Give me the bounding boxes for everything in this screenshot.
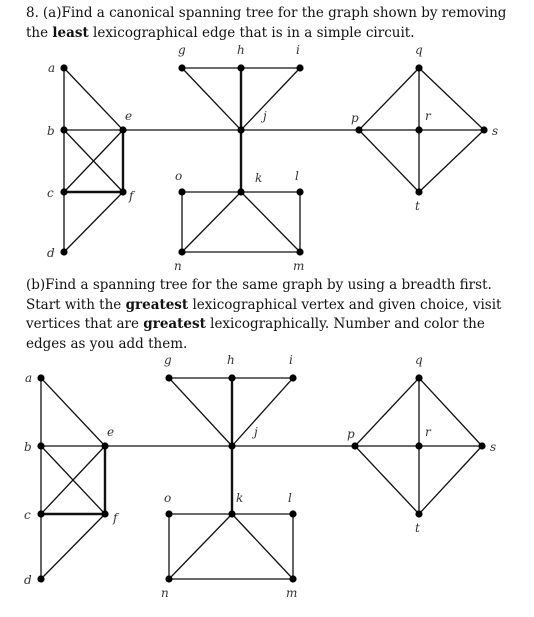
part-a-text: (a)Find a canonical spanning tree for the graph shown by removing the [26, 5, 507, 41]
vertex-e [119, 126, 126, 133]
vertex-c [60, 188, 67, 195]
vertex-label-e: e [125, 109, 133, 123]
vertex-label-o: o [175, 169, 183, 183]
vertex-label-c: c [47, 186, 54, 200]
vertex-label-k: k [255, 171, 263, 185]
vertex-label-i: i [296, 43, 300, 57]
vertex-label-n: n [161, 586, 169, 600]
vertex-i [289, 374, 296, 381]
vertex-k [237, 188, 244, 195]
vertex-label-k: k [236, 491, 244, 505]
vertex-label-m: m [293, 259, 305, 273]
edge-p-t [359, 130, 419, 192]
vertex-label-r: r [425, 109, 431, 123]
vertices [24, 353, 496, 600]
question-part-a [26, 4, 521, 43]
part-b-bold-greatest-1: greatest [125, 296, 189, 313]
vertex-label-b: b [47, 124, 55, 138]
vertex-label-h: h [227, 353, 235, 367]
edge-p-q [359, 68, 419, 130]
vertex-f [119, 188, 126, 195]
vertex-o [165, 510, 172, 517]
vertex-label-b: b [24, 440, 32, 454]
vertex-c [37, 510, 44, 517]
vertex-label-g: g [178, 43, 186, 57]
vertex-label-g: g [164, 353, 172, 367]
edge-k-n [182, 192, 241, 252]
vertex-k [228, 510, 235, 517]
vertex-label-a: a [48, 61, 56, 75]
problem-number: 8. [26, 5, 39, 21]
vertex-g [165, 374, 172, 381]
edge-g-j [182, 68, 241, 130]
vertex-e [101, 442, 108, 449]
edge-k-m [232, 514, 293, 579]
vertex-g [178, 64, 185, 71]
vertex-o [178, 188, 185, 195]
vertex-label-h: h [237, 43, 245, 57]
vertex-p [351, 442, 358, 449]
edge-p-q [355, 378, 419, 446]
vertex-label-i: i [289, 353, 293, 367]
vertex-a [60, 64, 67, 71]
vertex-label-c: c [24, 508, 31, 522]
edge-s-t [419, 446, 482, 514]
edges [41, 378, 482, 579]
vertex-label-f: f [113, 511, 118, 525]
vertex-label-s: s [492, 124, 499, 138]
vertex-l [289, 510, 296, 517]
edge-s-t [419, 130, 484, 192]
vertices [47, 43, 498, 273]
edge-p-t [355, 446, 419, 514]
vertex-label-d: d [24, 573, 32, 587]
vertex-b [37, 442, 44, 449]
vertex-label-l: l [288, 491, 292, 505]
vertex-m [296, 248, 303, 255]
edge-g-j [169, 378, 232, 446]
edge-k-m [241, 192, 300, 252]
vertex-m [289, 575, 296, 582]
vertex-a [37, 374, 44, 381]
edge-i-j [241, 68, 300, 130]
vertex-l [296, 188, 303, 195]
vertex-h [228, 374, 235, 381]
vertex-label-s: s [490, 440, 497, 454]
part-b-text-mid: lexicographical vertex and given choice, visit vertices that are [26, 296, 502, 332]
vertex-i [296, 64, 303, 71]
vertex-s [478, 442, 485, 449]
vertex-p [355, 126, 362, 133]
vertex-label-a: a [25, 371, 33, 385]
vertex-label-l: l [295, 169, 299, 183]
part-a-text-end: lexicographical edge that is in a simple circuit. [93, 24, 415, 41]
graph-part-b [0, 352, 534, 617]
part-b-text-end: lexicographically. Number and color the edges as you add them. [26, 316, 485, 352]
vertex-n [165, 575, 172, 582]
vertex-j [228, 442, 235, 449]
vertex-f [101, 510, 108, 517]
vertex-label-o: o [164, 491, 172, 505]
vertex-q [415, 64, 422, 71]
vertex-label-m: m [286, 586, 298, 600]
graph-part-a [0, 40, 534, 276]
edge-d-f [64, 192, 123, 252]
vertex-label-t: t [415, 199, 420, 213]
edge-a-e [64, 68, 123, 130]
part-b-bold-greatest-2: greatest [143, 316, 206, 332]
part-b-text: (b)Find a spanning tree for the same graph by using a breadth first. Start with the [26, 277, 492, 313]
vertex-s [480, 126, 487, 133]
vertex-b [60, 126, 67, 133]
vertex-r [415, 126, 422, 133]
vertex-j [237, 126, 244, 133]
edge-k-n [169, 514, 232, 579]
vertex-label-p: p [351, 111, 359, 125]
vertex-d [37, 575, 44, 582]
vertex-label-e: e [107, 425, 115, 439]
vertex-t [415, 510, 422, 517]
vertex-n [178, 248, 185, 255]
part-a-bold-least: least [52, 24, 89, 41]
vertex-label-d: d [47, 246, 55, 260]
vertex-h [237, 64, 244, 71]
vertex-label-p: p [347, 427, 355, 441]
vertex-label-t: t [415, 521, 420, 535]
question-part-b [26, 276, 526, 354]
vertex-label-j: j [263, 109, 267, 123]
vertex-label-r: r [425, 425, 431, 439]
vertex-label-q: q [415, 353, 423, 367]
edge-i-j [232, 378, 293, 446]
vertex-label-f: f [129, 189, 134, 203]
edge-d-f [41, 514, 105, 579]
vertex-label-n: n [174, 259, 182, 273]
vertex-r [415, 442, 422, 449]
vertex-d [60, 248, 67, 255]
vertex-q [415, 374, 422, 381]
vertex-label-j: j [254, 425, 258, 439]
vertex-t [415, 188, 422, 195]
vertex-label-q: q [415, 43, 423, 57]
edge-a-e [41, 378, 105, 446]
edges [64, 68, 484, 252]
